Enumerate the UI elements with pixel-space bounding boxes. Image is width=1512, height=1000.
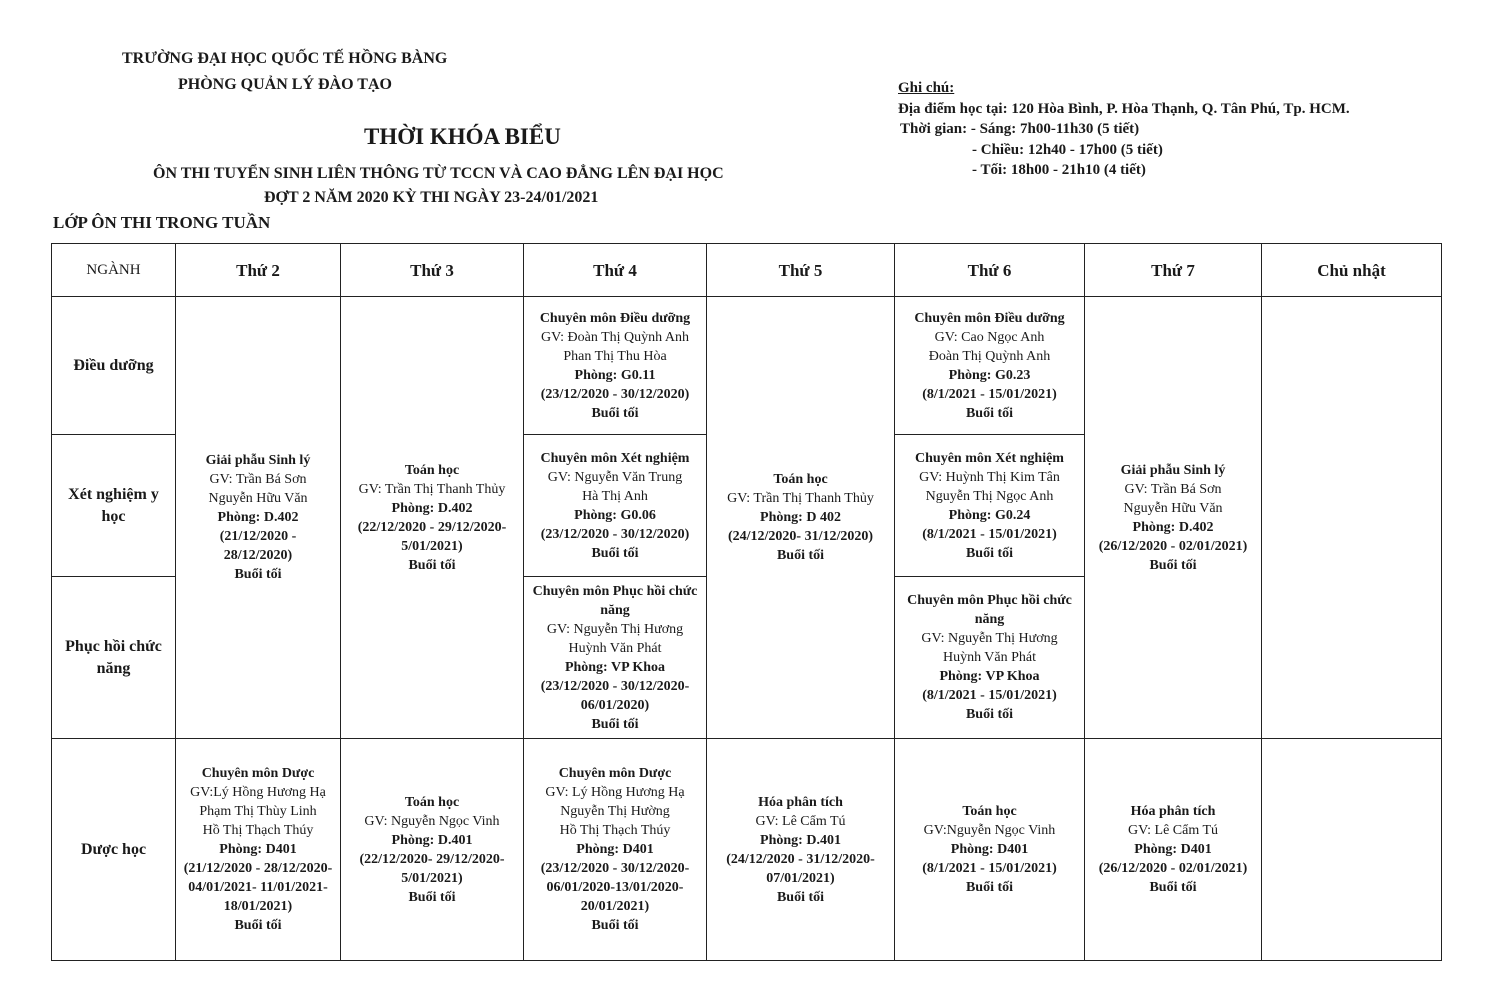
schedule-table bbox=[51, 243, 1442, 961]
cell-line: Buổi tối bbox=[234, 567, 282, 582]
notes-title: Ghi chú: bbox=[898, 80, 955, 96]
cell-line: năng bbox=[600, 602, 630, 618]
notes-location: Địa điểm học tại: 120 Hòa Bình, P. Hòa Thạnh, Q. Tân Phú, Tp. HCM. bbox=[898, 100, 1350, 117]
cell-line: Phòng: G0.11 bbox=[574, 367, 656, 383]
cell-line: Phạm Thị Thùy Linh bbox=[199, 804, 317, 819]
cell-t7-shared bbox=[1085, 297, 1262, 739]
notes-time-morning: Thời gian: - Sáng: 7h00-11h30 (5 tiết) bbox=[900, 121, 1140, 137]
cell-line: (26/12/2020 - 02/01/2021) bbox=[1098, 861, 1248, 876]
cell-line: (26/12/2020 - 02/01/2021) bbox=[1098, 538, 1248, 554]
cell-duoc-t4 bbox=[524, 739, 707, 961]
cell-line: Chuyên môn Xét nghiệm bbox=[540, 450, 690, 466]
cell-t6-phuc-hoi bbox=[895, 577, 1085, 739]
cell-line: Buổi tối bbox=[776, 548, 825, 563]
cell-line: GV: Huỳnh Thị Kim Tân bbox=[919, 469, 1060, 485]
cell-line: 20/01/2021) bbox=[580, 899, 650, 914]
cell-line: 04/01/2021- 11/01/2021- bbox=[188, 880, 328, 895]
cell-line: Phòng: G0.24 bbox=[948, 507, 1031, 523]
cell-line: Toán học bbox=[404, 462, 460, 478]
cell-line: Huỳnh Văn Phát bbox=[568, 640, 662, 656]
cell-line: (21/12/2020 - 28/12/2020- bbox=[183, 861, 333, 876]
col-header-thu-7: Thứ 7 bbox=[1085, 244, 1262, 297]
col-header-thu-4: Thứ 4 bbox=[524, 244, 707, 297]
cell-line: (24/12/2020 - 31/12/2020- bbox=[726, 851, 875, 867]
notes-time-evening: - Tối: 18h00 - 21h10 (4 tiết) bbox=[972, 162, 1146, 178]
cell-line: GV: Đoàn Thị Quỳnh Anh bbox=[540, 329, 690, 345]
school-name: TRƯỜNG ĐẠI HỌC QUỐC TẾ HỒNG BÀNG bbox=[122, 50, 448, 67]
cell-line: Phòng: D.402 bbox=[217, 510, 299, 525]
cell-line: Phòng: D401 bbox=[219, 842, 297, 857]
cell-line: Hóa phân tích bbox=[758, 794, 843, 810]
cell-line: GV:Nguyễn Ngọc Vinh bbox=[923, 823, 1056, 838]
cell-line: Phòng: D401 bbox=[576, 842, 654, 857]
cell-line: Hà Thị Anh bbox=[582, 488, 648, 504]
cell-line: Phòng: D 402 bbox=[760, 510, 841, 525]
cell-line: Buổi tối bbox=[591, 405, 639, 421]
cell-line: 06/01/2020) bbox=[580, 697, 650, 713]
cell-line: Chuyên môn Điều dưỡng bbox=[539, 310, 691, 326]
cell-line: Buổi tối bbox=[591, 716, 639, 732]
cell-line: Nguyễn Thị Ngọc Anh bbox=[925, 488, 1054, 504]
cell-line: 06/01/2020-13/01/2020- bbox=[546, 880, 684, 895]
cell-line: Chuyên môn Điều dưỡng bbox=[914, 310, 1065, 326]
cell-line: Chuyên môn Dược bbox=[558, 766, 672, 781]
cell-line: (21/12/2020 - bbox=[219, 529, 297, 544]
cell-line: (8/1/2021 - 15/01/2021) bbox=[922, 861, 1057, 876]
cell-duoc-t6 bbox=[895, 739, 1085, 961]
cell-line: GV: Cao Ngọc Anh bbox=[934, 329, 1045, 345]
cell-line: Nguyễn Thị Hường bbox=[560, 804, 670, 819]
cell-line: 07/01/2021) bbox=[766, 870, 835, 886]
cell-line: Buổi tối bbox=[408, 557, 456, 573]
cell-t2-shared bbox=[176, 297, 341, 739]
major-phuc-hoi: Phục hồi chức năng bbox=[52, 577, 176, 739]
cell-t4-dieu-duong bbox=[524, 297, 707, 435]
cell-line: GV: Nguyễn Ngọc Vinh bbox=[364, 813, 500, 829]
cell-line: Đoàn Thị Quỳnh Anh bbox=[928, 348, 1051, 364]
cell-line: Buổi tối bbox=[776, 889, 825, 905]
cell-line: GV: Trần Thị Thanh Thủy bbox=[358, 481, 506, 497]
cell-line: GV: Trần Thị Thanh Thủy bbox=[727, 491, 874, 506]
cell-line: Toán học bbox=[962, 804, 1017, 819]
cell-t6-dieu-duong bbox=[895, 297, 1085, 435]
cell-duoc-t5 bbox=[707, 739, 895, 961]
cell-line: Huỳnh Văn Phát bbox=[942, 650, 1037, 665]
col-header-thu-3: Thứ 3 bbox=[341, 244, 524, 297]
col-header-nganh: NGÀNH bbox=[52, 244, 176, 297]
cell-line: Chuyên môn Phục hồi chức bbox=[907, 593, 1072, 608]
cell-line: GV: Trần Bá Sơn bbox=[209, 472, 307, 487]
cell-line: Chuyên môn Phục hồi chức bbox=[532, 583, 698, 599]
cell-line: Giải phẫu Sinh lý bbox=[1120, 462, 1226, 478]
cell-line: Chuyên môn Dược bbox=[201, 766, 315, 781]
col-header-thu-6: Thứ 6 bbox=[895, 244, 1085, 297]
table-row-duoc-hoc bbox=[52, 739, 1442, 961]
cell-line: 5/01/2021) bbox=[401, 538, 463, 554]
cell-cn-shared bbox=[1262, 297, 1442, 739]
cell-line: Buổi tối bbox=[965, 405, 1014, 421]
cell-line: GV: Trần Bá Sơn bbox=[1124, 481, 1222, 497]
cell-line: Hóa phân tích bbox=[1130, 804, 1216, 819]
major-duoc-hoc: Dược học bbox=[52, 739, 176, 961]
cell-line: Phòng: VP Khoa bbox=[564, 659, 666, 675]
col-header-chu-nhat: Chủ nhật bbox=[1262, 244, 1442, 297]
cell-t6-xet-nghiem bbox=[895, 435, 1085, 577]
cell-line: Buổi tối bbox=[965, 880, 1014, 895]
cell-line: (22/12/2020 - 29/12/2020- bbox=[357, 519, 507, 535]
subtitle-line-1: ÔN THI TUYỂN SINH LIÊN THÔNG TỪ TCCN VÀ CAO ĐẲNG LÊN ĐẠI HỌC bbox=[153, 165, 724, 182]
col-header-thu-2: Thứ 2 bbox=[176, 244, 341, 297]
cell-t5-shared bbox=[707, 297, 895, 739]
cell-line: Nguyễn Hữu Văn bbox=[208, 491, 308, 506]
cell-line: GV: Nguyễn Thị Hương bbox=[921, 631, 1058, 646]
cell-line: Phan Thị Thu Hòa bbox=[563, 348, 667, 364]
cell-t4-xet-nghiem bbox=[524, 435, 707, 577]
department-name: PHÒNG QUẢN LÝ ĐÀO TẠO bbox=[178, 76, 392, 93]
cell-line: GV: Nguyễn Văn Trung bbox=[547, 469, 683, 485]
cell-line: Hồ Thị Thạch Thúy bbox=[559, 823, 671, 838]
cell-line: Phòng: D.401 bbox=[391, 832, 473, 848]
cell-line: Buổi tối bbox=[965, 545, 1014, 561]
cell-line: Toán học bbox=[404, 794, 460, 810]
cell-line: Phòng: D401 bbox=[950, 842, 1029, 857]
cell-line: (8/1/2021 - 15/01/2021) bbox=[922, 526, 1057, 542]
cell-line: GV:Lý Hồng Hương Hạ bbox=[190, 785, 326, 800]
subtitle-line-2: ĐỢT 2 NĂM 2020 KỲ THI NGÀY 23-24/01/2021 bbox=[264, 189, 599, 206]
cell-line: Hồ Thị Thạch Thúy bbox=[202, 823, 314, 838]
cell-line: Toán học bbox=[773, 472, 828, 487]
cell-line: Buổi tối bbox=[1149, 880, 1197, 895]
cell-line: (8/1/2021 - 15/01/2021) bbox=[922, 688, 1057, 703]
cell-line: (23/12/2020 - 30/12/2020) bbox=[540, 526, 690, 542]
page-title: THỜI KHÓA BIỂU bbox=[364, 124, 561, 149]
cell-line: Phòng: G0.23 bbox=[948, 367, 1031, 383]
cell-t3-shared bbox=[341, 297, 524, 739]
cell-line: Buổi tối bbox=[591, 545, 639, 561]
major-xet-nghiem: Xét nghiệm y học bbox=[52, 435, 176, 577]
cell-line: (23/12/2020 - 30/12/2020) bbox=[540, 386, 690, 402]
cell-line: (23/12/2020 - 30/12/2020- bbox=[540, 861, 690, 876]
cell-line: Chuyên môn Xét nghiệm bbox=[915, 450, 1064, 466]
cell-t4-phuc-hoi bbox=[524, 577, 707, 739]
cell-line: (22/12/2020- 29/12/2020- bbox=[359, 851, 505, 867]
major-dieu-duong: Điều dưỡng bbox=[52, 297, 176, 435]
cell-line: Buổi tối bbox=[1149, 557, 1197, 573]
cell-line: Nguyễn Hữu Văn bbox=[1123, 500, 1223, 516]
cell-line: Phòng: VP Khoa bbox=[939, 669, 1040, 684]
cell-duoc-t3 bbox=[341, 739, 524, 961]
cell-line: GV: Lý Hồng Hương Hạ bbox=[545, 785, 685, 800]
cell-line: Phòng: D.402 bbox=[1132, 519, 1214, 535]
cell-line: 5/01/2021) bbox=[401, 870, 463, 886]
class-label: LỚP ÔN THI TRONG TUẦN bbox=[53, 213, 271, 232]
cell-line: GV: Lê Cẩm Tú bbox=[755, 813, 846, 829]
cell-line: 28/12/2020) bbox=[223, 548, 293, 563]
cell-line: (8/1/2021 - 15/01/2021) bbox=[922, 386, 1057, 402]
cell-line: 18/01/2021) bbox=[223, 899, 293, 914]
notes-block bbox=[898, 78, 1350, 181]
cell-line: GV: Nguyễn Thị Hương bbox=[546, 621, 684, 637]
table-row-dieu-duong bbox=[52, 297, 1442, 435]
cell-line: Phòng: D.401 bbox=[760, 832, 841, 848]
cell-line: Giải phẫu Sinh lý bbox=[205, 453, 311, 468]
cell-line: Buổi tối bbox=[408, 889, 456, 905]
col-header-thu-5: Thứ 5 bbox=[707, 244, 895, 297]
cell-line: năng bbox=[974, 612, 1005, 627]
notes-time-afternoon: - Chiều: 12h40 - 17h00 (5 tiết) bbox=[972, 141, 1163, 158]
header-row bbox=[52, 244, 1442, 297]
cell-duoc-t7 bbox=[1085, 739, 1262, 961]
cell-line: Buổi tối bbox=[234, 918, 282, 933]
cell-line: (24/12/2020- 31/12/2020) bbox=[727, 529, 874, 544]
cell-line: Phòng: D401 bbox=[1134, 842, 1212, 857]
cell-line: Phòng: G0.06 bbox=[574, 507, 656, 523]
cell-line: Phòng: D.402 bbox=[391, 500, 473, 516]
cell-duoc-t2 bbox=[176, 739, 341, 961]
cell-line: (23/12/2020 - 30/12/2020- bbox=[540, 678, 690, 694]
cell-line: Buổi tối bbox=[965, 707, 1014, 722]
cell-duoc-cn bbox=[1262, 739, 1442, 961]
cell-line: GV: Lê Cẩm Tú bbox=[1127, 823, 1219, 838]
cell-line: Buổi tối bbox=[591, 918, 639, 933]
